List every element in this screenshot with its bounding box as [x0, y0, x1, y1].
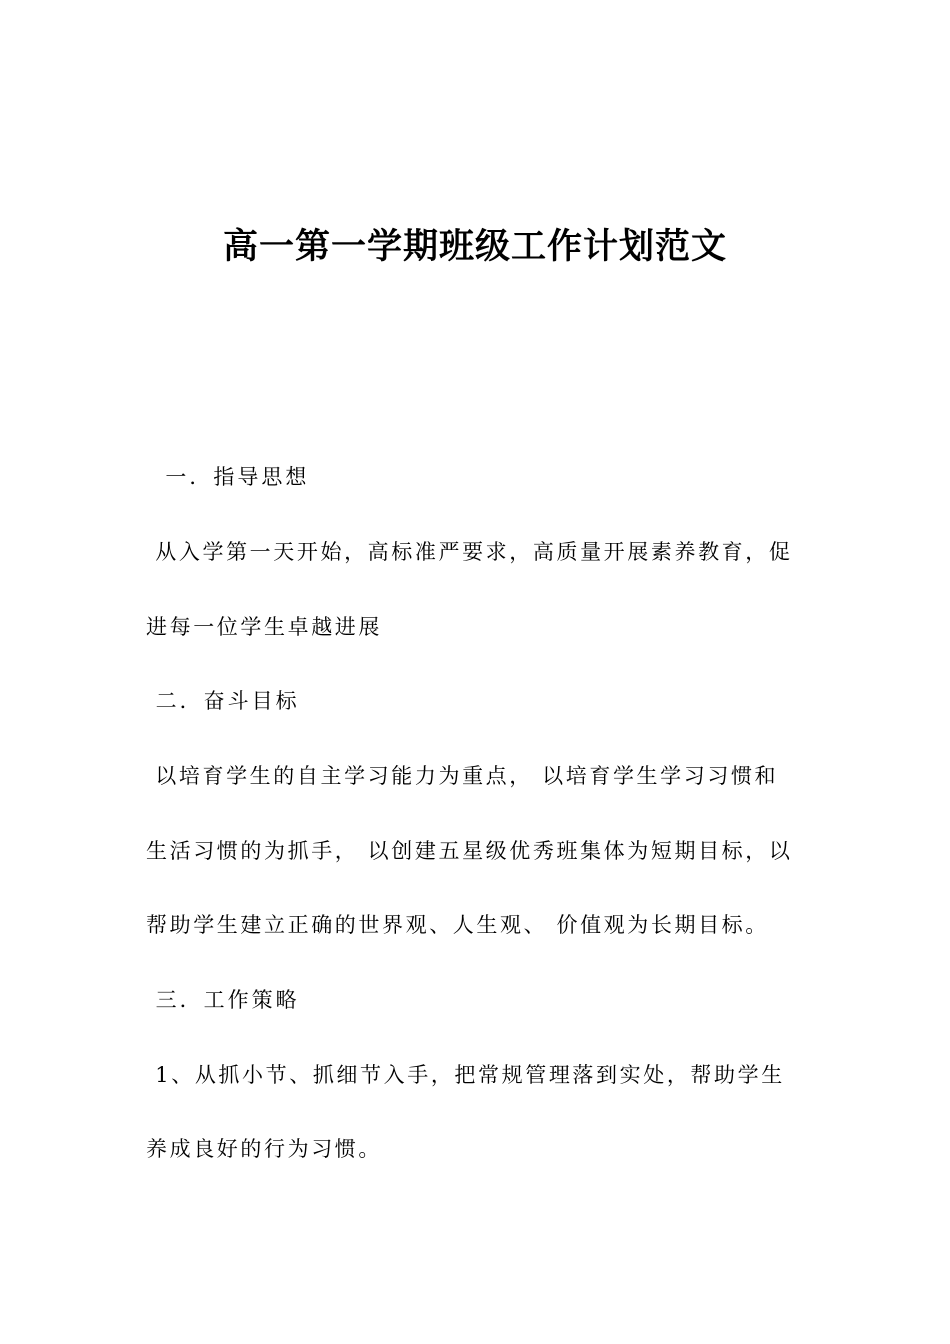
paragraph-line: 从入学第一天开始，高标准严要求，高质量开展素养教育，促 — [146, 540, 793, 564]
section-heading-strategy: 三．工作策略 — [146, 988, 300, 1012]
paragraph-line: 1、从抓小节、抓细节入手，把常规管理落到实处，帮助学生 — [146, 1063, 785, 1087]
section-heading-guiding-ideology: 一．指导思想 — [146, 465, 310, 489]
paragraph-line: 以培育学生的自主学习能力为重点， 以培育学生学习习惯和 — [146, 764, 779, 788]
document-title: 高一第一学期班级工作计划范文 — [222, 227, 727, 267]
section-heading-goals: 二．奋斗目标 — [146, 689, 300, 713]
paragraph-line: 生活习惯的为抓手， 以创建五星级优秀班集体为短期目标，以 — [146, 839, 793, 863]
paragraph-line: 养成良好的行为习惯。 — [146, 1137, 382, 1161]
paragraph-line: 进每一位学生卓越进展 — [146, 615, 382, 639]
paragraph-line: 帮助学生建立正确的世界观、人生观、 价值观为长期目标。 — [146, 913, 769, 937]
